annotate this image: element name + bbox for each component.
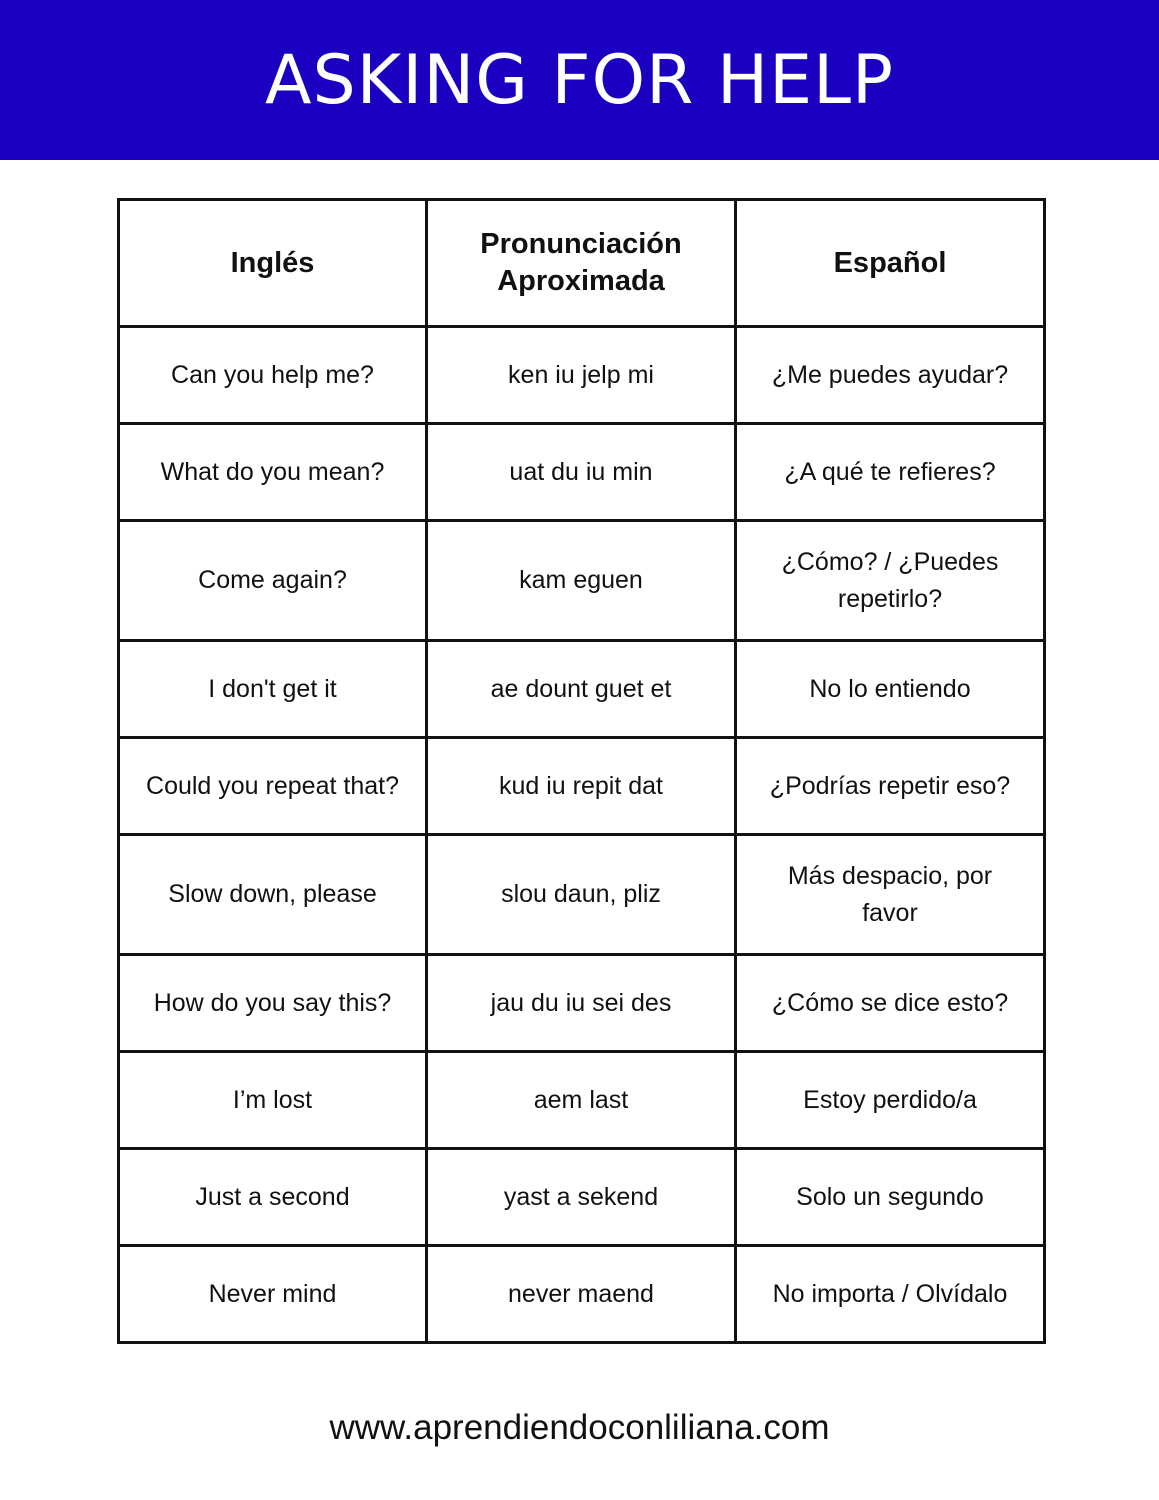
pronunciation: ae dount guet et [427, 641, 736, 738]
english-phrase: What do you mean? [119, 424, 427, 521]
spanish-translation: Más despacio, por favor [736, 835, 1045, 955]
spanish-translation: ¿Cómo? / ¿Puedes repetirlo? [736, 521, 1045, 641]
english-phrase: Slow down, please [119, 835, 427, 955]
column-header-spanish: Español [736, 200, 1045, 327]
table-row [119, 1149, 1045, 1246]
table-row [119, 1246, 1045, 1343]
pronunciation: yast a sekend [427, 1149, 736, 1246]
english-phrase: How do you say this? [119, 955, 427, 1052]
spanish-translation: ¿Cómo se dice esto? [736, 955, 1045, 1052]
pronunciation: slou daun, pliz [427, 835, 736, 955]
table-row [119, 327, 1045, 424]
pronunciation: uat du iu min [427, 424, 736, 521]
table-row [119, 835, 1045, 955]
spanish-translation: Estoy perdido/a [736, 1052, 1045, 1149]
title-banner [0, 0, 1159, 160]
english-phrase: Just a second [119, 1149, 427, 1246]
pronunciation: never maend [427, 1246, 736, 1343]
pronunciation: ken iu jelp mi [427, 327, 736, 424]
pronunciation: jau du iu sei des [427, 955, 736, 1052]
spanish-translation: No importa / Olvídalo [736, 1246, 1045, 1343]
table-row [119, 424, 1045, 521]
pronunciation: kam eguen [427, 521, 736, 641]
spanish-translation: ¿A qué te refieres? [736, 424, 1045, 521]
column-header-pronunciation: Pronunciación Aproximada [427, 200, 736, 327]
english-phrase: Could you repeat that? [119, 738, 427, 835]
english-phrase: I don't get it [119, 641, 427, 738]
table-row [119, 641, 1045, 738]
english-phrase: Never mind [119, 1246, 427, 1343]
table-row [119, 1052, 1045, 1149]
english-phrase: Can you help me? [119, 327, 427, 424]
table-row [119, 521, 1045, 641]
english-phrase: I’m lost [119, 1052, 427, 1149]
pronunciation: kud iu repit dat [427, 738, 736, 835]
phrase-table [117, 198, 1046, 1344]
column-header-english: Inglés [119, 200, 427, 327]
table-row [119, 955, 1045, 1052]
table-row [119, 738, 1045, 835]
spanish-translation: ¿Me puedes ayudar? [736, 327, 1045, 424]
website-url: www.aprendiendoconliliana.com [329, 1408, 830, 1447]
table-header-row [119, 200, 1045, 327]
spanish-translation: Solo un segundo [736, 1149, 1045, 1246]
spanish-translation: ¿Podrías repetir eso? [736, 738, 1045, 835]
pronunciation: aem last [427, 1052, 736, 1149]
english-phrase: Come again? [119, 521, 427, 641]
spanish-translation: No lo entiendo [736, 641, 1045, 738]
page-title: ASKING FOR HELP [265, 40, 894, 120]
